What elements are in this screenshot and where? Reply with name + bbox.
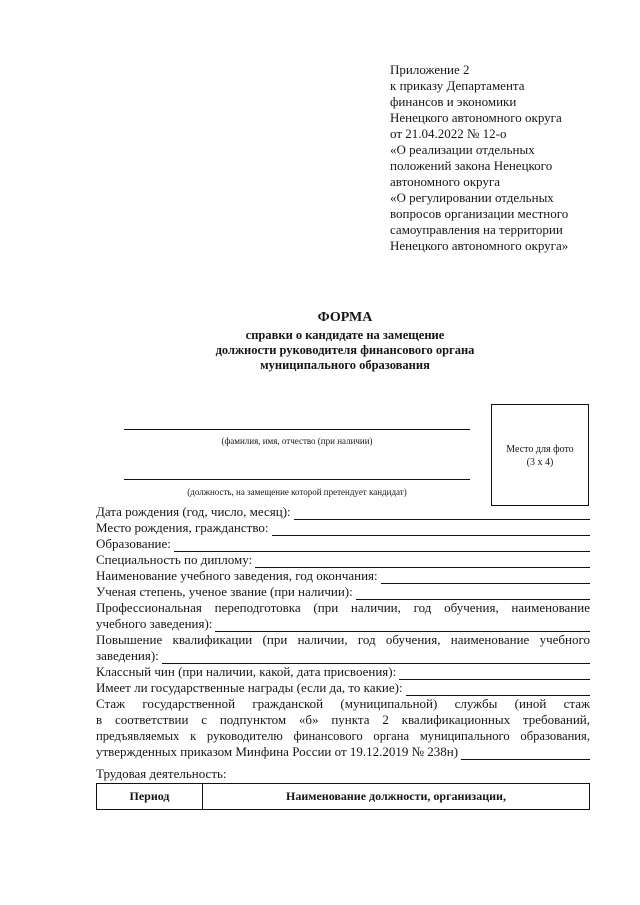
- field-label: Образование:: [96, 536, 171, 551]
- appendix-line: автономного округа: [390, 174, 500, 189]
- field-birth-date: [96, 504, 590, 520]
- appendix-line: Ненецкого автономного округа»: [390, 238, 569, 253]
- field-awards: [96, 680, 590, 696]
- subtitle-line: муниципального образования: [260, 358, 430, 372]
- field-label: Дата рождения (год, число, месяц):: [96, 504, 291, 519]
- name-line: [124, 429, 470, 430]
- field-service-label: Стаж государственной гражданской (муниципальной) службы (иной стаж: [96, 696, 590, 711]
- field-education: [96, 536, 590, 552]
- fill-line[interactable]: [162, 652, 590, 664]
- photo-label: Место для фото: [506, 444, 574, 455]
- field-service-label: в соответствии с подпунктом «б» пункта 2 квалификационных требований,: [96, 712, 590, 727]
- field-label: Место рождения, гражданство:: [96, 520, 269, 535]
- field-label: учебного заведения):: [96, 616, 213, 631]
- labor-table: [96, 783, 590, 810]
- form-subtitle: [100, 328, 590, 373]
- appendix-line: Ненецкого автономного округа: [390, 110, 562, 125]
- field-label: заведения):: [96, 648, 159, 663]
- field-service: [96, 744, 590, 760]
- appendix-line: от 21.04.2022 № 12-о: [390, 126, 507, 141]
- fill-line[interactable]: [406, 684, 590, 696]
- field-label: Ученая степень, ученое звание (при наличии):: [96, 584, 353, 599]
- appendix-line: положений закона Ненецкого: [390, 158, 553, 173]
- field-class-rank: [96, 664, 590, 680]
- position-line: [124, 479, 470, 480]
- subtitle-line: справки о кандидате на замещение: [245, 328, 445, 342]
- field-degree: [96, 584, 590, 600]
- field-specialty: [96, 552, 590, 568]
- fill-line[interactable]: [381, 572, 590, 584]
- fill-line[interactable]: [356, 588, 590, 600]
- appendix-line: финансов и экономики: [390, 94, 517, 109]
- fill-line[interactable]: [215, 620, 590, 632]
- form-fields: [96, 504, 590, 760]
- field-qualification: [96, 648, 590, 664]
- field-birth-place: [96, 520, 590, 536]
- appendix-header: [390, 62, 625, 254]
- field-label: Специальность по диплому:: [96, 552, 253, 567]
- column-position: Наименование должности, организации,: [203, 784, 590, 810]
- fill-line[interactable]: [174, 540, 590, 552]
- field-retraining-label: Профессиональная переподготовка (при наличии, год обучения, наименование: [96, 600, 590, 615]
- appendix-line: «О регулировании отдельных: [390, 190, 554, 205]
- field-label: Имеет ли государственные награды (если да, то какие):: [96, 680, 403, 695]
- column-period: Период: [97, 784, 203, 810]
- table-header-row: [97, 784, 590, 810]
- field-institution: [96, 568, 590, 584]
- subtitle-line: должности руководителя финансового органа: [215, 343, 475, 357]
- appendix-line: к приказу Департамента: [390, 78, 525, 93]
- field-retraining: [96, 616, 590, 632]
- fill-line[interactable]: [399, 668, 590, 680]
- form-title: ФОРМА: [317, 310, 373, 325]
- fill-line[interactable]: [461, 748, 590, 760]
- fill-line[interactable]: [294, 508, 590, 520]
- appendix-line: Приложение 2: [390, 62, 470, 77]
- field-qualification-label: Повышение квалификации (при наличии, год обучения, наименование учебного: [96, 632, 590, 647]
- fill-line[interactable]: [272, 524, 591, 536]
- name-caption: (фамилия, имя, отчество (при наличии): [221, 436, 373, 446]
- appendix-line: самоуправления на территории: [390, 222, 563, 237]
- field-label: утвержденных приказом Минфина России от 19.12.2019 № 238н): [96, 744, 459, 759]
- field-label: Классный чин (при наличии, какой, дата присвоения):: [96, 664, 397, 679]
- field-service-label: предъявляемых к руководителю финансового органа муниципального образования,: [96, 729, 590, 743]
- position-caption: (должность, на замещение которой претендует кандидат): [187, 487, 407, 497]
- photo-size: (3 х 4): [526, 457, 554, 468]
- appendix-line: «О реализации отдельных: [390, 142, 535, 157]
- fill-line[interactable]: [255, 556, 590, 568]
- appendix-line: вопросов организации местного: [390, 206, 569, 221]
- labor-heading: Трудовая деятельность:: [96, 766, 227, 781]
- field-label: Наименование учебного заведения, год окончания:: [96, 568, 378, 583]
- photo-placeholder: [491, 404, 589, 506]
